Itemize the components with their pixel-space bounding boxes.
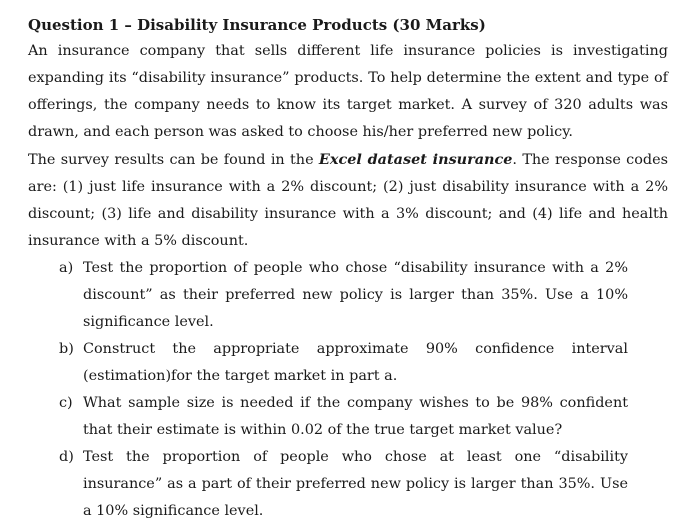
question-document	[28, 12, 668, 525]
question-item-d	[28, 444, 668, 525]
question-text: Test the proportion of people who chose “disability insurance with a 2% discount” as their preferred new policy is larger than 35%. Use a 10% significance level.	[83, 260, 628, 330]
question-title: Question 1 – Disability Insurance Products (30 Marks)	[28, 16, 486, 34]
question-item-c	[28, 390, 668, 444]
survey-paragraph	[28, 146, 668, 255]
question-text: What sample size is needed if the company wishes to be 98% confident that their estimate is within 0.02 of the true target market value?	[83, 395, 628, 438]
question-item-b	[28, 336, 668, 390]
question-item-a	[28, 255, 668, 336]
question-marker: a)	[59, 260, 74, 276]
survey-response-codes: . The response codes are: (1) just life insurance with a 2% discount; (2) just disability insurance with a 2% discount; (3) life and disability insurance with a 3% discount; and (4) life and health insurance with a 5% discount.	[28, 152, 669, 249]
question-list	[28, 255, 668, 525]
question-text: Test the proportion of people who chose at least one “disability insurance” as a part of their preferred new policy is larger than 35%. Use a 10% significance level.	[83, 449, 628, 519]
question-marker: d)	[59, 449, 74, 465]
question-marker: c)	[59, 395, 73, 411]
dataset-name: Excel dataset insurance	[318, 151, 513, 168]
question-text: Construct the appropriate approximate 90% confidence interval (estimation)for the target market in part a.	[83, 341, 628, 384]
survey-prefix: The survey results can be found in the	[28, 152, 319, 168]
question-marker: b)	[59, 341, 74, 357]
intro-paragraph: An insurance company that sells different life insurance policies is investigating expanding its “disability insurance” products. To help determine the extent and type of offerings, the company needs to know its target market. A survey of 320 adults was drawn, and each person was asked to choose his/her preferred new policy.	[28, 43, 668, 140]
